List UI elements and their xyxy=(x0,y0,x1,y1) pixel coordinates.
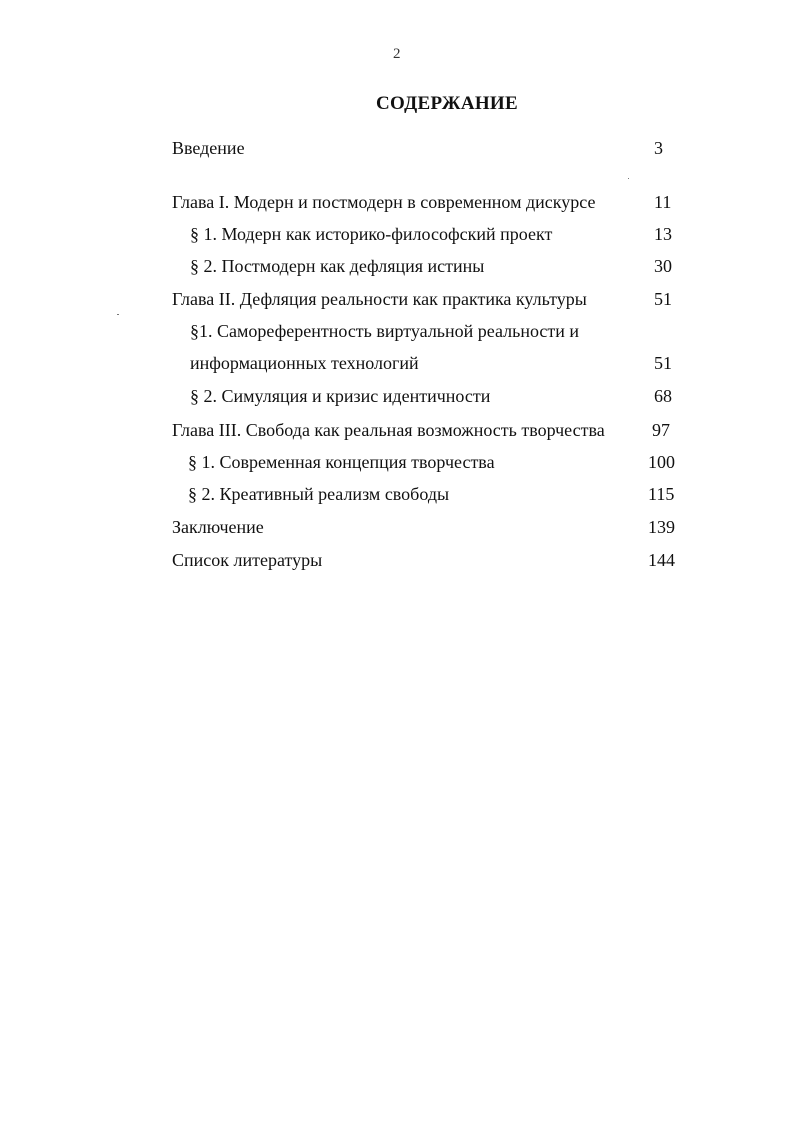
toc-entry-chapter-2-section-1-line-2 xyxy=(0,348,794,378)
scan-speck xyxy=(628,178,629,179)
toc-entry-label: Глава II. Дефляция реальности как практика культуры xyxy=(172,289,587,309)
scan-speck xyxy=(117,314,119,315)
toc-entry-page: 51 xyxy=(654,289,672,309)
toc-entry-chapter-1-section-1 xyxy=(0,219,794,249)
toc-entry-page: 100 xyxy=(648,452,675,472)
toc-entry-label: Глава III. Свобода как реальная возможность творчества xyxy=(172,420,605,440)
toc-entry-page: 51 xyxy=(654,353,672,373)
toc-entry-label: информационных технологий xyxy=(190,353,419,373)
toc-entry-bibliography xyxy=(0,545,794,575)
toc-entry-label: Глава I. Модерн и постмодерн в современном дискурсе xyxy=(172,192,596,212)
toc-entry-label: § 2. Креативный реализм свободы xyxy=(188,484,450,504)
toc-entry-page: 11 xyxy=(654,192,672,212)
toc-entry-label: Список литературы xyxy=(172,550,323,570)
toc-entry-chapter-2-section-2 xyxy=(0,381,794,411)
toc-entry-page: 144 xyxy=(648,550,675,570)
toc-entry-chapter-3-section-1 xyxy=(0,447,794,477)
toc-entry-chapter-1-section-2 xyxy=(0,251,794,281)
page-number: 2 xyxy=(393,46,401,62)
toc-entry-intro xyxy=(0,133,794,163)
toc-entry-chapter-2 xyxy=(0,284,794,314)
toc-entry-label: Введение xyxy=(172,138,245,158)
toc-entry-page: 30 xyxy=(654,256,672,276)
toc-entry-label: § 1. Модерн как историко-философский проект xyxy=(190,224,553,244)
toc-entry-label: §1. Самореферентность виртуальной реальности и xyxy=(190,321,580,341)
toc-entry-page: 68 xyxy=(654,386,672,406)
toc-entry-label: § 2. Постмодерн как дефляция истины xyxy=(190,256,485,276)
page-title: СОДЕРЖАНИЕ xyxy=(376,93,518,114)
toc-entry-label: § 1. Современная концепция творчества xyxy=(188,452,495,472)
toc-entry-chapter-3-section-2 xyxy=(0,479,794,509)
toc-entry-chapter-2-section-1-line-1 xyxy=(0,316,794,346)
toc-entry-page: 139 xyxy=(648,517,675,537)
toc-entry-page: 115 xyxy=(648,484,675,504)
toc-entry-page: 3 xyxy=(654,138,663,158)
toc-entry-label: § 2. Симуляция и кризис идентичности xyxy=(190,386,491,406)
toc-entry-chapter-1 xyxy=(0,187,794,217)
toc-entry-page: 97 xyxy=(652,420,670,440)
toc-entry-chapter-3 xyxy=(0,415,794,445)
toc-entry-label: Заключение xyxy=(172,517,264,537)
toc-entry-conclusion xyxy=(0,512,794,542)
toc-entry-page: 13 xyxy=(654,224,672,244)
